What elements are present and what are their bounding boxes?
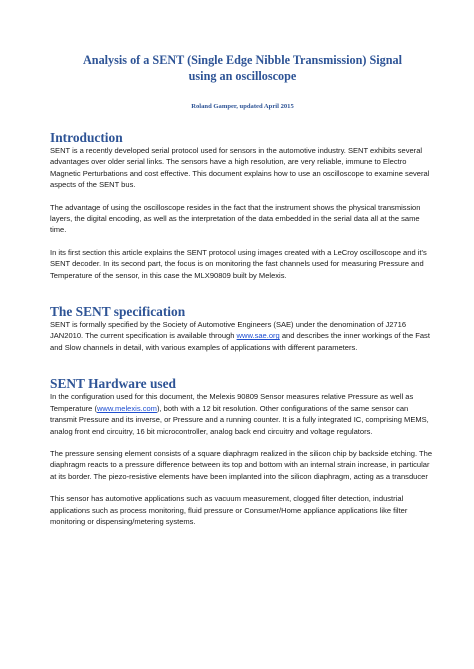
title-line-2: using an oscilloscope <box>188 69 297 83</box>
sae-link[interactable]: www.sae.org <box>236 331 280 341</box>
hardware-paragraph-2: The pressure sensing element consists of a square diaphragm realized in the silicon chip by backside etching. The diaphragm reacts to a pressure difference between its top and bottom with an internal strain increase, in particular at its border. The piezo-resistive elements have been implanted into the silicon diaphragm, acting as a transducer <box>50 448 433 481</box>
introduction-heading: Introduction <box>50 130 123 145</box>
document-title <box>50 52 435 84</box>
hardware-text-start: In the configuration used for this document, the Melexis 90809 Sensor measures relative Pressure as well as Temperature ( <box>50 392 414 413</box>
specification-text-start: SENT is formally specified by the Society of Automotive Engineers (SAE) under the denomination of J2716 JAN2010. The current specification is available through <box>50 320 407 341</box>
introduction-paragraph-3: In its first section this article explains the SENT protocol using images created with a LeCroy oscilloscope and it's SENT decoder. In its second part, the focus is on monitoring the fast channels used for measuring Pressure and Temperature of the sensor, in this case the MLX90809 built by Melexis. <box>50 247 427 280</box>
introduction-paragraph-2: The advantage of using the oscilloscope resides in the fact that the instrument shows the physical transmission layers, the digital encoding, as well as the interpretation of the data embedded in the serial data all at the same time. <box>50 202 421 235</box>
title-line-1: Analysis of a SENT (Single Edge Nibble Transmission) Signal <box>83 53 402 67</box>
specification-text-end: and describes the inner workings of the Fast and Slow channels in detail, with various examples of applications with different parameters. <box>50 331 430 352</box>
specification-paragraph <box>50 319 435 353</box>
introduction-paragraph-1: SENT is a recently developed serial protocol used for sensors in the automotive industry. SENT exhibits several advantages over older serial links. The sensors have a high resolution, are very reliable, immune to Electro Magnetic Perturbations and cost effective. This document explains how to use an oscilloscope to examine several aspects of the SENT bus. <box>50 146 430 190</box>
sent-hardware-heading: SENT Hardware used <box>50 376 176 392</box>
hardware-paragraph-1 <box>50 391 435 437</box>
melexis-link[interactable]: www.melexis.com <box>96 403 157 413</box>
document-page <box>50 52 435 527</box>
sent-specification-heading: The SENT specification <box>50 304 186 320</box>
author-line: Roland Gamper, updated April 2015 <box>191 103 294 110</box>
hardware-paragraph-3: This sensor has automotive applications such as vacuum measurement, clogged filter detection, industrial applications such as process monitoring, fluid pressure or Consumer/Home appliance applications like filter monitoring or dispensing/metering systems. <box>50 494 408 526</box>
hardware-text-end: ), both with a 12 bit resolution. Other configurations of the same sensor can transmit Pressure and its inverse, or Pressure and a running counter. It is a fully integrated IC, comprising MEMS, analog front end circuitry, 16 bit microcontroller, analog back end circuitry and voltage regulators. <box>50 403 429 436</box>
